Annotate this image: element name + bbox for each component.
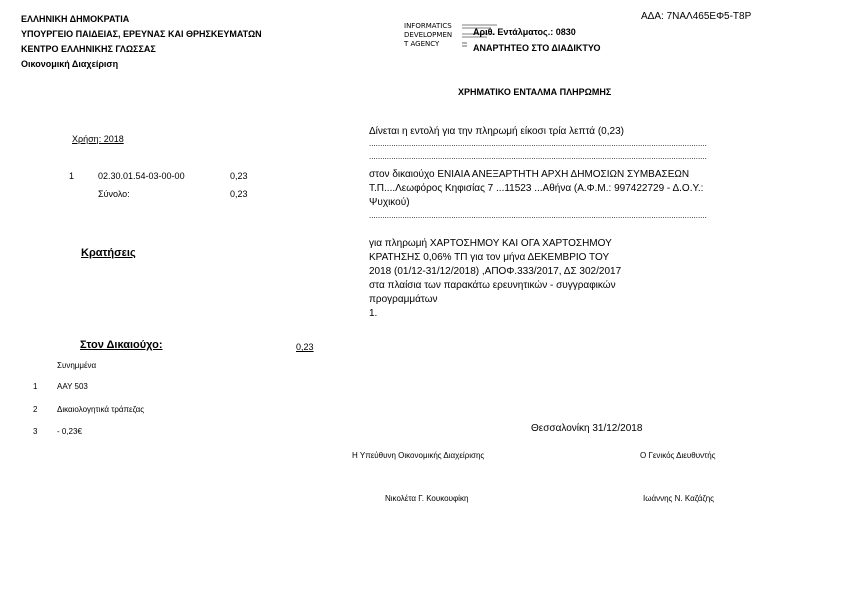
attachment-number: 3 [33,427,38,436]
org-line-republic: ΕΛΛΗΝΙΚΗ ΔΗΜΟΚΡΑΤΙΑ [21,14,130,24]
beneficiary-heading: Στον Δικαιούχο: [80,339,163,351]
purpose-line: ΚΡΑΤΗΣΗΣ 0,06% ΤΠ για τον μήνα ΔΕΚΕΜΒΡΙΟ ΤΟΥ [369,252,610,263]
signatory-title-finance: Η Υπεύθυνη Οικονομικής Διαχείρισης [352,451,485,460]
attachments-heading: Συνημμένα [57,361,97,370]
signatory-title-director: Ο Γενικός Διευθυντής [640,451,716,460]
dotted-separator: ........................................................................................................................................................ [369,139,707,148]
purpose-line: για πληρωμή ΧΑΡΤΟΣΗΜΟΥ ΚΑΙ ΟΓΑ ΧΑΡΤΟΣΗΜΟΥ [369,238,612,249]
deductions-heading: Κρατήσεις [81,247,136,259]
payment-order-text: Δίνεται η εντολή για την πληρωμή είκοσι τρία λεπτά (0,23) [369,126,624,137]
budget-row-number: 1 [69,171,75,181]
dotted-separator: ........................................................................................................................................................ [369,152,707,161]
org-line-center: ΚΕΝΤΡΟ ΕΛΛΗΝΙΚΗΣ ΓΛΩΣΣΑΣ [21,44,156,54]
ada-number: ΑΔΑ: 7ΝΑΛ465ΕΦ5-Τ8Ρ [641,11,752,22]
signatory-name-director: Ιωάννης Ν. Καζάζης [643,494,715,503]
agency-logo [404,22,452,49]
fiscal-year: Χρήση: 2018 [72,134,124,144]
beneficiary-amount: 0,23 [296,342,314,352]
logo-line-3: T AGENCY [404,40,440,48]
total-amount: 0,23 [230,189,248,199]
attachment-item: - 0,23€ [57,427,82,436]
logo-line-2: DEVELOPMEN [404,31,453,39]
beneficiary-line: Τ.Π....Λεωφόρος Κηφισίας 7 ...11523 ...Αθήνα (Α.Φ.Μ.: 997422729 - Δ.Ο.Υ.: [369,183,704,194]
purpose-line: 2018 (01/12-31/12/2018) ,ΑΠΟΦ.333/2017, ΔΣ 302/2017 [369,266,622,277]
org-line-department: Οικονομική Διαχείριση [21,59,119,69]
attachment-number: 1 [33,382,38,391]
budget-amount: 0,23 [230,171,248,181]
document-title: ΧΡΗΜΑΤΙΚΟ ΕΝΤΑΛΜΑ ΠΛΗΡΩΜΗΣ [458,87,612,97]
attachment-number: 2 [33,405,38,414]
org-line-ministry: ΥΠΟΥΡΓΕΙΟ ΠΑΙΔΕΙΑΣ, ΕΡΕΥΝΑΣ ΚΑΙ ΘΡΗΣΚΕΥΜΑΤΩΝ [21,29,262,39]
dotted-separator: ........................................................................................................................................................ [369,211,707,220]
total-label: Σύνολο: [98,189,130,199]
budget-code: 02.30.01.54-03-00-00 [98,171,185,181]
attachment-item: Δικαιολογητικά τράπεζας [57,405,145,414]
place-date: Θεσσαλονίκη 31/12/2018 [531,423,643,434]
attachment-item: ΑΑΥ 503 [57,382,88,391]
purpose-line: 1. [369,308,378,319]
purpose-line: προγραμμάτων [369,294,438,305]
posted-online-label: ΑΝΑΡΤΗΤΕΟ ΣΤΟ ΔΙΑΔΙΚΤΥΟ [473,43,601,53]
logo-line-1: INFORMATICS [404,22,452,30]
purpose-line: στα πλαίσια των παρακάτω ερευνητικών - συγγραφικών [369,280,616,291]
beneficiary-line: Ψυχικού) [369,197,410,208]
signatory-name-finance: Νικολέτα Γ. Κουκουφίκη [385,494,469,503]
beneficiary-line: στον δικαιούχο ΕΝΙΑΙΑ ΑΝΕΞΑΡΤΗΤΗ ΑΡΧΗ ΔΗΜΟΣΙΩΝ ΣΥΜΒΑΣΕΩΝ [369,169,690,180]
warrant-number: Αριθ. Εντάλματος.: 0830 [473,27,576,37]
